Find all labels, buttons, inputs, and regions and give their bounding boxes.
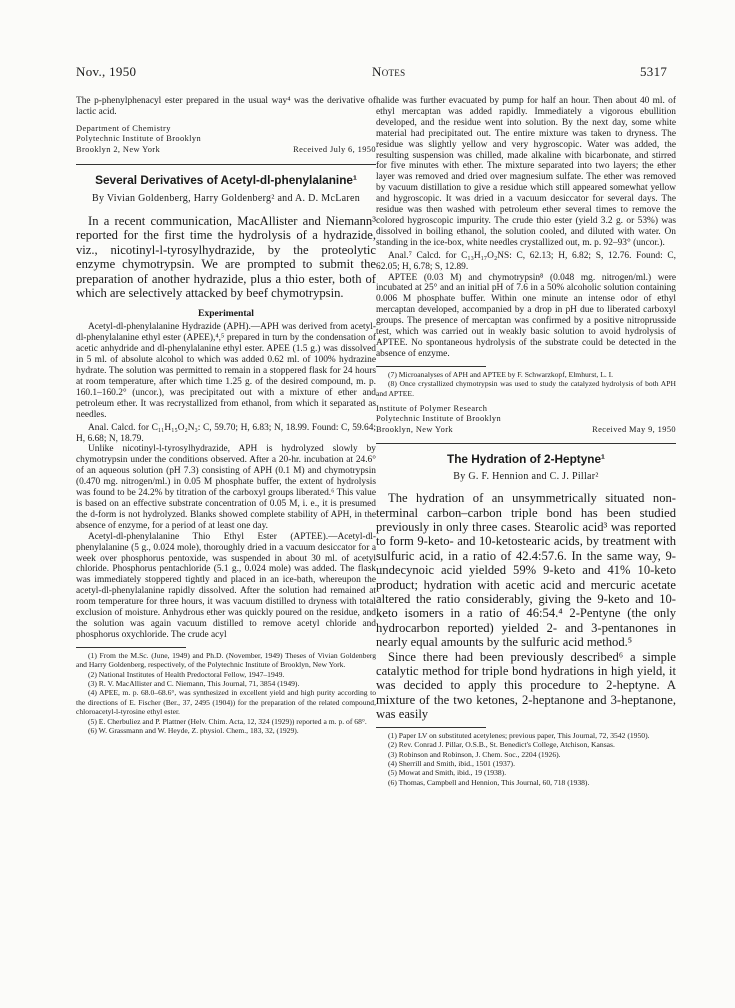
footnote-divider — [376, 727, 486, 728]
affil-city-row — [76, 145, 376, 155]
analysis-paragraph: Anal. Calcd. for C₁₁H₁₅O₂N₃: C, 59.70; H, 6.83; N, 18.99. Found: C, 59.64; H, 6.68; N, 18.79. — [76, 422, 376, 444]
affil-city: Brooklyn, New York — [376, 424, 453, 434]
article-title: Several Derivatives of Acetyl-dl-phenylalanine¹ — [95, 173, 357, 188]
footnote: (4) Sherrill and Smith, ibid., 1501 (1937). — [388, 758, 515, 768]
author-byline: By Vivian Goldenberg, Harry Goldenberg² and A. D. McLaren — [91, 193, 361, 205]
footnote: (1) Paper LV on substituted acetylenes; previous paper, This Journal, 72, 3542 (1950). — [388, 730, 650, 740]
running-date: Nov., 1950 — [76, 64, 137, 79]
affil-city-row — [376, 425, 676, 435]
footnote: (3) R. V. MacAllister and C. Niemann, This Journal, 71, 3854 (1949). — [88, 678, 300, 688]
footnote: (1) From the M.Sc. (June, 1949) and Ph.D. (November, 1949) Theses of Vivian Goldenberg and Harry Goldenberg, respectively, of the Polytechnic Institute of Brooklyn, New York. — [76, 650, 376, 670]
body-paragraph: APTEE (0.03 M) and chymotrypsin⁸ (0.048 mg. nitrogen/ml.) were incubated at 25° and an initial pH of 7.6 in a 50% alcoholic solution containing 0.006 M phosphate buffer. Within one minute an intense odor of ethyl mercaptan developed, accompanied by a drop in pH due to liberated carboxyl groups. The presence of mercaptan was confirmed by a positive nitroprusside test, which was carried out in weakly basic solution to avoid hydrolysis of APTEE. No spontaneous hydrolysis of the substrate could be detected in the absence of enzyme. — [376, 272, 676, 359]
body-paragraph: The hydration of an unsymmetrically situated non-terminal carbon–carbon triple bond has been studied previously in only three cases. Stearolic acid³ was reported to form 9-keto- and 10-ketostearic acids, by treatment with sulfuric acid, in a ratio of 42.4:57.6. In the same way, 9-undecynoic acid yielded 59% 9-keto and 41% 10-keto product; hydration with acetic acid and mercuric acetate altered the ratio considerably, giving the 9-keto and 10-keto isomers in a ratio of 46:54.⁴ 2-Pentyne (the only hydrocarbon reported) yielded 2- and 3-pentanones in nearly equal amounts by the sulfuric acid method.⁵ — [376, 491, 676, 650]
affil-inst: Polytechnic Institute of Brooklyn — [76, 134, 202, 144]
footnote: (5) E. Cherbuliez and P. Plattner (Helv. Chim. Acta, 12, 324 (1929)) reported a m. p. of 68°. — [88, 716, 367, 726]
footnote-divider — [76, 647, 186, 648]
experimental-heading: Experimental — [198, 308, 254, 320]
footnotes-right — [376, 731, 676, 787]
footnote-divider — [376, 366, 486, 367]
divider — [76, 164, 376, 165]
affil-city: Brooklyn 2, New York — [76, 144, 161, 154]
top-paragraph: The p-phenylphenacyl ester prepared in the usual way⁴ was the derivative of lactic acid. — [76, 96, 376, 117]
author-byline: By G. F. Hennion and C. J. Pillar² — [453, 471, 599, 483]
footnotes-left — [76, 651, 376, 736]
footnote: (8) Once crystallized chymotrypsin was used to study the catalyzed hydrolysis of both APH and APTEE. — [376, 379, 676, 398]
footnote: (6) Thomas, Campbell and Hennion, This Journal, 60, 718 (1938). — [388, 777, 590, 787]
analysis-paragraph: Anal.⁷ Calcd. for C₁₃H₁₇O₂NS: C, 62.13; H, 6.82; S, 12.76. Found: C, 62.05; H, 6.78; S, 12.89. — [376, 250, 676, 272]
article-title: The Hydration of 2-Heptyne¹ — [447, 452, 605, 467]
intro-paragraph: In a recent communication, MacAllister and Niemann³ reported for the first time the hydrolysis of a hydrazide, viz., nicotinyl-l-tyrosylhydrazide, by the proteolytic enzyme chymotrypsin. We are prompted to submit the preparation of another hydrazide, plus a thio ester, both of which are selectively attacked by beef chymotrypsin. — [76, 214, 376, 301]
footnote: (2) Rev. Conrad J. Pillar, O.S.B., St. Benedict's College, Atchison, Kansas. — [388, 740, 615, 750]
right-column — [376, 96, 676, 787]
divider — [376, 443, 676, 444]
affil-dept: Institute of Polymer Research — [376, 403, 488, 413]
body-paragraph: Since there had been previously described⁶ a simple catalytic method for triple bond hydrations in high yield, it was decided to apply this procedure to 2-heptyne. A mixture of the two ketones, 2-heptanone and 3-heptanone, was easily — [376, 649, 676, 722]
received-date: Received July 6, 1950 — [293, 144, 376, 154]
body-paragraph: Acetyl-dl-phenylalanine Hydrazide (APH).—APH was derived from acetyl-dl-phenylalanine ethyl ester (APEE),⁴,⁵ prepared in turn by the condensation of acetic anhydride and dl-phenylalanine ethyl ester. APEE (1.5 g.) was dissolved in 5 ml. of absolute alcohol to which was added 0.62 ml. of 100% hydrazine hydrate. The solution was permitted to remain in a stoppered flask for 24 hours at room temperature, after which time 1.25 g. of the desired compound, m. p. 160.1–160.2° (uncor.), was precipitated out with a mixture of ether and petroleum ether. It was recrystallized from ethanol, from which it separated as needles. — [76, 322, 376, 420]
received-date: Received May 9, 1950 — [592, 424, 676, 434]
body-paragraph: Acetyl-dl-phenylalanine Thio Ethyl Ester (APTEE).—Acetyl-dl-phenylalanine (5 g., 0.024 mole), thoroughly dried in a vacuum desiccator for a week over phosphorus pentoxide, was suspended in about 30 ml. of acetyl chloride. Phosphorus pentachloride (5.1 g., 0.024 mole) was added. The flask was immediately stoppered tightly and placed in an ice-bath, whereupon the acetyl-dl-phenylalanine rapidly dissolved. After the solution had remained at room temperature for three hours, it was vacuum distilled to dryness with total exclusion of moisture. Anhydrous ether was quickly poured on the residue, and the solution was again vacuum distilled to remove acetyl chloride and phosphorus oxychloride. The crude acyl — [76, 531, 376, 640]
footnote: (5) Mowat and Smith, ibid., 19 (1938). — [388, 768, 507, 778]
footnote: (2) National Institutes of Health Predoctoral Fellow, 1947–1949. — [88, 669, 285, 679]
footnote: (6) W. Grassmann and W. Heyde, Z. physiol. Chem., 183, 32, (1929). — [88, 726, 299, 735]
footnote: (3) Robinson and Robinson, J. Chem. Soc., 2204 (1926). — [388, 749, 561, 759]
affil-inst: Polytechnic Institute of Brooklyn — [376, 414, 502, 424]
footnote: (4) APEE, m. p. 68.0–68.6°, was synthesized in excellent yield and high purity according to the directions of E. Fischer (Ber., 37, 2495 (1904)) for the preparation of the related compound, chloroacetyl-l-tyrosine ethyl ester. — [76, 688, 376, 717]
footnote: (7) Microanalyses of APH and APTEE by F. Schwarzkopf, Elmhurst, L. I. — [388, 369, 614, 379]
running-section: Notes — [372, 64, 406, 79]
left-column — [76, 96, 376, 735]
page-number: 5317 — [640, 64, 668, 79]
footnotes-right-top — [376, 370, 676, 398]
affil-dept: Department of Chemistry — [76, 123, 171, 133]
body-paragraph: halide was further evacuated by pump for half an hour. Then about 40 ml. of ethyl mercaptan was added rapidly. Immediately a vigorous ebullition developed, and the residue went into solution. By the next day, some white material had precipitated out. The entire mixture was taken to dryness. The residue was slightly yellow and very hygroscopic. Water was added, the resulting suspension was chilled, made alkaline with bicarbonate, and stirred for five minutes with ether. The mixture separated into two layers; the ether layer was removed and dried over magnesium sulfate. The ether was removed by vacuum distillation to give a residue which still appeared somewhat yellow and hygroscopic. It was dried in a vacuum desiccator for several days. The residue was then washed with petroleum ether several times to remove the colored hygroscopic impurity. The crude thio ester (yield 3.2 g. or 53%) was dissolved in boiling ethanol, the solution cooled, and diluted with water. On standing in the ice-box, white needles crystallized out, m. p. 92–93° (uncor.). — [376, 96, 676, 248]
body-paragraph: Unlike nicotinyl-l-tyrosylhydrazide, APH is hydrolyzed slowly by chymotrypsin under the conditions observed. After a 20-hr. incubation at 24.6° of an aqueous solution (pH 7.3) consisting of APH (0.1 M) and chymotrypsin (0.470 mg. nitrogen/ml.) in 0.05 M phosphate buffer, the extent of hydrolysis was found to be 24.2% by titration of the carboxyl groups liberated.⁶ This value is based on an effective substrate concentration of 0.05 M, i. e., it is presumed the d-form is not hydrolyzed. Blanks showed complete stability of APH, in the absence of enzyme, for a period of at least one day. — [76, 444, 376, 531]
